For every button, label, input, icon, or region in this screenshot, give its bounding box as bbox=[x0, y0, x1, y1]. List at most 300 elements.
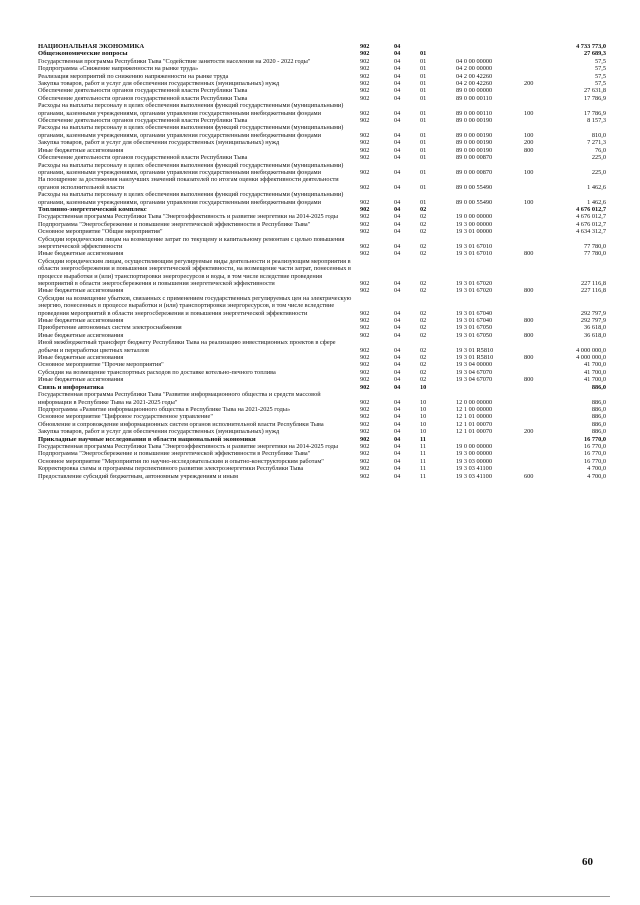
amount: 4 700,0 bbox=[587, 465, 606, 473]
section-code: 04 bbox=[394, 250, 401, 258]
item-name: Иные бюджетные ассигнования bbox=[38, 317, 124, 325]
table-row bbox=[38, 191, 606, 206]
section-code: 04 bbox=[394, 376, 401, 384]
subsection-code: 02 bbox=[420, 309, 427, 317]
item-name: Обеспечение деятельности органов государственной власти Республики Тыва bbox=[38, 94, 248, 102]
expense-type-code bbox=[524, 413, 552, 420]
expense-type-code bbox=[524, 324, 552, 331]
table-row bbox=[38, 361, 606, 368]
target-article-code: 89 0 00 00190 bbox=[456, 139, 493, 147]
expense-type-code bbox=[524, 176, 552, 191]
ministry-code: 902 bbox=[360, 442, 370, 450]
target-article-code: 89 0 00 00870 bbox=[456, 168, 493, 176]
ministry-code: 902 bbox=[360, 317, 370, 325]
target-article-code: 19 3 01 67010 bbox=[456, 242, 493, 250]
table-row bbox=[38, 436, 606, 443]
target-article-code: 89 0 00 00190 bbox=[456, 146, 493, 154]
expense-type-code bbox=[524, 258, 552, 288]
expense-type-code bbox=[524, 458, 552, 465]
subsection-code: 11 bbox=[420, 465, 427, 473]
target-article-code: 89 0 00 00000 bbox=[456, 87, 493, 95]
subsection-code: 10 bbox=[420, 420, 427, 428]
section-code: 04 bbox=[394, 420, 401, 428]
page-number: 60 bbox=[582, 856, 593, 868]
ministry-code: 902 bbox=[360, 168, 370, 176]
budget-page bbox=[38, 43, 606, 480]
ministry-code: 902 bbox=[360, 198, 370, 206]
subsection-code: 11 bbox=[420, 435, 426, 443]
target-article-code: 12 1 01 00070 bbox=[456, 428, 493, 436]
table-row bbox=[38, 95, 606, 102]
amount: 4 733 773,0 bbox=[576, 43, 606, 50]
subsection-code: 01 bbox=[420, 65, 427, 73]
target-article-code: 19 3 04 00000 bbox=[456, 361, 493, 369]
table-row bbox=[38, 332, 606, 339]
section-code: 04 bbox=[394, 154, 401, 162]
table-row bbox=[38, 465, 606, 472]
target-article-code bbox=[456, 43, 524, 50]
item-name: Подпрограмма "Энергосбережение и повышение энергетической эффективности в Республике Тыва" bbox=[38, 450, 311, 458]
item-name: Основное мероприятие "Общие мероприятия" bbox=[38, 228, 163, 236]
section-code: 04 bbox=[394, 346, 401, 354]
section-code: 04 bbox=[394, 383, 401, 391]
target-article-code: 89 0 00 00110 bbox=[456, 94, 492, 102]
ministry-code: 902 bbox=[360, 50, 370, 58]
item-name: Подпрограмма «Развитие информационного общества в Республике Тыва на 2021-2025 годы» bbox=[38, 405, 291, 413]
item-name: Расходы на выплаты персоналу в целях обеспечения выполнения функций государственными (муниципальными) органами, казенными учреждениями, органами управления государственными внебюджетными фондами bbox=[38, 124, 344, 139]
target-article-code: 19 3 01 R5810 bbox=[456, 354, 494, 362]
amount: 41 700,0 bbox=[583, 376, 606, 384]
amount: 4 000 000,0 bbox=[576, 354, 606, 362]
target-article-code: 89 0 00 55490 bbox=[456, 198, 493, 206]
table-row bbox=[38, 443, 606, 450]
item-name: Предоставление субсидий бюджетным, автономным учреждениям и иным bbox=[38, 472, 238, 480]
section-code: 04 bbox=[394, 354, 401, 362]
expense-type-code bbox=[524, 117, 552, 124]
section-code: 04 bbox=[394, 117, 401, 125]
ministry-code: 902 bbox=[360, 250, 370, 258]
item-name: Основное мероприятие "Мероприятия по научно-исследовательским и опытно-конструкторским работам" bbox=[38, 457, 324, 465]
item-name: Иные бюджетные ассигнования bbox=[38, 287, 124, 295]
expense-type-code bbox=[524, 436, 552, 443]
target-article-code: 89 0 00 00190 bbox=[456, 117, 493, 125]
subsection-code: 01 bbox=[420, 72, 427, 80]
subsection-code: 11 bbox=[420, 457, 427, 465]
expense-type-code bbox=[524, 213, 552, 220]
item-name: Корректировка схемы и программы перспективного развития электроэнергетики Республики Тыва bbox=[38, 465, 304, 473]
expense-type-code: 800 bbox=[524, 250, 534, 258]
budget-table bbox=[38, 43, 606, 480]
amount: 57,5 bbox=[594, 72, 606, 80]
ministry-code: 902 bbox=[360, 413, 370, 421]
table-row bbox=[38, 206, 606, 213]
table-row bbox=[38, 287, 606, 294]
expense-type-code: 200 bbox=[524, 139, 534, 147]
amount: 27 689,3 bbox=[583, 50, 606, 58]
subsection-code: 01 bbox=[420, 168, 427, 176]
section-code: 04 bbox=[394, 309, 401, 317]
ministry-code: 902 bbox=[360, 465, 370, 473]
ministry-code: 902 bbox=[360, 420, 370, 428]
ministry-code: 902 bbox=[360, 43, 370, 50]
amount: 16 770,0 bbox=[583, 450, 606, 458]
section-code: 04 bbox=[394, 280, 401, 287]
section-code: 04 bbox=[394, 87, 401, 95]
expense-type-code bbox=[524, 421, 552, 428]
target-article-code: 19 3 03 41100 bbox=[456, 472, 492, 480]
table-row bbox=[38, 102, 606, 117]
subsection-code: 01 bbox=[420, 80, 427, 88]
expense-type-code bbox=[524, 87, 552, 94]
section-code: 04 bbox=[394, 72, 401, 80]
expense-type-code: 600 bbox=[524, 472, 534, 480]
subsection-code: 01 bbox=[420, 146, 427, 154]
section-code: 04 bbox=[394, 428, 401, 436]
ministry-code: 902 bbox=[360, 146, 370, 154]
amount: 886,0 bbox=[591, 413, 606, 421]
subsection-code: 11 bbox=[420, 450, 427, 458]
expense-type-code bbox=[524, 154, 552, 161]
target-article-code bbox=[456, 436, 524, 443]
amount: 1 462,6 bbox=[587, 183, 606, 191]
subsection-code: 02 bbox=[420, 361, 427, 369]
target-article-code bbox=[456, 384, 524, 391]
amount: 57,5 bbox=[594, 65, 606, 73]
item-name: Основное мероприятие "Прочие мероприятия" bbox=[38, 361, 164, 369]
item-name: Иные бюджетные ассигнования bbox=[38, 354, 124, 362]
item-name: Субсидии юридическим лицам, осуществляющим регулируемые виды деятельности и реализующим мероприятия в области энергосбережения и повышения энергетической эффективности, на возмещение части затрат, понесенных в процессе выработки и (или) транспортировки энергоресурсов и воды, в том числе вследствие проведения мероприятий в области энергосбережения и повышения энергетической эффективности bbox=[38, 257, 351, 287]
target-article-code: 89 0 00 00870 bbox=[456, 154, 493, 162]
item-name: Субсидии юридическим лицам на возмещение затрат по текущему и капитальному ремонтам с целью повышения энергетической эффективности bbox=[38, 235, 345, 250]
item-name: Государственная программа Республики Тыва "Содействие занятости населения на 2020 - 2022 годы" bbox=[38, 57, 311, 65]
amount: 886,0 bbox=[591, 428, 606, 436]
expense-type-code bbox=[524, 95, 552, 102]
ministry-code: 902 bbox=[360, 383, 370, 391]
target-article-code: 19 3 04 67070 bbox=[456, 368, 493, 376]
item-name: Субсидия на возмещение транспортных расходов по доставке котельно-печного топлива bbox=[38, 368, 276, 376]
target-article-code: 12 1 01 00070 bbox=[456, 420, 493, 428]
amount: 886,0 bbox=[591, 420, 606, 428]
expense-type-code bbox=[524, 221, 552, 228]
subsection-code: 02 bbox=[420, 242, 427, 250]
budget-table-body bbox=[38, 43, 606, 480]
expense-type-code bbox=[524, 73, 552, 80]
section-code: 04 bbox=[394, 146, 401, 154]
subsection-code: 02 bbox=[420, 324, 427, 332]
section-code: 04 bbox=[394, 80, 401, 88]
target-article-code: 12 0 00 00000 bbox=[456, 398, 493, 406]
table-row bbox=[38, 124, 606, 139]
subsection-code: 02 bbox=[420, 317, 427, 325]
target-article-code: 04 0 00 00000 bbox=[456, 57, 493, 65]
subsection-code: 02 bbox=[420, 213, 427, 221]
amount: 227 116,8 bbox=[581, 287, 606, 295]
item-name: Обеспечение деятельности органов государственной власти Республики Тыва bbox=[38, 87, 248, 95]
target-article-code: 12 1 01 00000 bbox=[456, 413, 493, 421]
target-article-code: 19 3 04 67070 bbox=[456, 376, 493, 384]
section-code: 04 bbox=[394, 198, 401, 206]
section-code: 04 bbox=[394, 457, 401, 465]
table-row bbox=[38, 50, 606, 57]
section-code: 04 bbox=[394, 139, 401, 147]
target-article-code: 19 3 00 00000 bbox=[456, 220, 493, 228]
amount: 7 271,3 bbox=[587, 139, 606, 147]
ministry-code: 902 bbox=[360, 280, 370, 287]
section-code: 04 bbox=[394, 57, 401, 65]
item-name: Обеспечение деятельности органов государственной власти Республики Тыва bbox=[38, 154, 248, 162]
ministry-code: 902 bbox=[360, 450, 370, 458]
target-article-code: 19 3 03 00000 bbox=[456, 457, 493, 465]
item-name: Закупка товаров, работ и услуг для обеспечения государственных (муниципальных) нужд bbox=[38, 428, 280, 436]
target-article-code: 04 2 00 00000 bbox=[456, 65, 493, 73]
subsection-code: 02 bbox=[420, 280, 427, 287]
expense-type-code bbox=[524, 450, 552, 457]
amount: 16 770,0 bbox=[583, 435, 606, 443]
item-name: Иные бюджетные ассигнования bbox=[38, 376, 124, 384]
item-name: Расходы на выплаты персоналу в целях обеспечения выполнения функций государственными (муниципальными) органами, казенными учреждениями, органами управления государственными внебюджетными фондами bbox=[38, 161, 344, 176]
section-code: 04 bbox=[394, 317, 401, 325]
ministry-code: 902 bbox=[360, 80, 370, 88]
expense-type-code: 100 bbox=[524, 168, 534, 176]
target-article-code: 19 3 01 00000 bbox=[456, 228, 493, 236]
ministry-code: 902 bbox=[360, 405, 370, 413]
subsection-code: 11 bbox=[420, 442, 427, 450]
expense-type-code: 800 bbox=[524, 146, 534, 154]
ministry-code: 902 bbox=[360, 354, 370, 362]
subsection-code: 10 bbox=[420, 398, 427, 406]
ministry-code: 902 bbox=[360, 131, 370, 139]
amount: 17 786,9 bbox=[583, 94, 606, 102]
table-row bbox=[38, 317, 606, 324]
expense-type-code bbox=[524, 339, 552, 354]
table-row bbox=[38, 421, 606, 428]
subsection-code: 01 bbox=[420, 87, 427, 95]
subsection-code: 01 bbox=[420, 154, 427, 162]
table-row bbox=[38, 87, 606, 94]
table-row bbox=[38, 450, 606, 457]
item-name: НАЦИОНАЛЬНАЯ ЭКОНОМИКА bbox=[38, 43, 145, 50]
ministry-code: 902 bbox=[360, 220, 370, 228]
subsection-code: 01 bbox=[420, 198, 427, 206]
amount: 225,0 bbox=[591, 168, 606, 176]
expense-type-code bbox=[524, 369, 552, 376]
target-article-code: 19 0 00 00000 bbox=[456, 213, 493, 221]
item-name: Реализация мероприятий по снижению напряженности на рынке труда bbox=[38, 72, 229, 80]
amount: 17 786,9 bbox=[583, 109, 606, 117]
section-code: 04 bbox=[394, 43, 401, 50]
target-article-code: 19 3 01 67040 bbox=[456, 317, 493, 325]
section-code: 04 bbox=[394, 450, 401, 458]
table-row bbox=[38, 176, 606, 191]
item-name: Государственная программа Республики Тыва "Развитие информационного общества и средств массовой информации в Республике Тыва на 2021-2025 годы" bbox=[38, 391, 321, 406]
amount: 886,0 bbox=[591, 405, 606, 413]
item-name: Закупка товаров, работ и услуг для обеспечения государственных (муниципальных) нужд bbox=[38, 139, 280, 147]
expense-type-code: 100 bbox=[524, 198, 534, 206]
amount: 27 631,8 bbox=[583, 87, 606, 95]
table-row bbox=[38, 354, 606, 361]
ministry-code: 902 bbox=[360, 213, 370, 221]
item-name: Связь и информатика bbox=[38, 383, 104, 391]
amount: 16 770,0 bbox=[583, 457, 606, 465]
section-code: 04 bbox=[394, 131, 401, 139]
section-code: 04 bbox=[394, 220, 401, 228]
target-article-code: 19 0 00 00000 bbox=[456, 442, 493, 450]
table-row bbox=[38, 139, 606, 146]
subsection-code: 02 bbox=[420, 220, 427, 228]
amount: 41 700,0 bbox=[583, 361, 606, 369]
table-row bbox=[38, 213, 606, 220]
amount: 57,5 bbox=[594, 57, 606, 65]
ministry-code: 902 bbox=[360, 428, 370, 436]
table-row bbox=[38, 473, 606, 480]
subsection-code: 10 bbox=[420, 405, 427, 413]
section-code: 04 bbox=[394, 368, 401, 376]
section-code: 04 bbox=[394, 109, 401, 117]
target-article-code bbox=[456, 50, 524, 57]
amount: 292 797,9 bbox=[580, 317, 606, 325]
table-row bbox=[38, 413, 606, 420]
table-row bbox=[38, 228, 606, 235]
amount: 36 618,0 bbox=[583, 331, 606, 339]
item-name: Государственная программа Республики Тыва "Энергоэффективность и развитие энергетики на 2014-2025 годы bbox=[38, 442, 339, 450]
amount: 4 634 312,7 bbox=[576, 228, 606, 236]
amount: 292 797,9 bbox=[580, 309, 606, 317]
ministry-code: 902 bbox=[360, 65, 370, 73]
item-name: Иной межбюджетный трансферт бюджету Республики Тыва на реализацию инвестиционных проектов в сфере добычи и переработки цветных металлов bbox=[38, 339, 336, 354]
subsection-code: 01 bbox=[420, 57, 427, 65]
section-code: 04 bbox=[394, 435, 401, 443]
ministry-code: 902 bbox=[360, 376, 370, 384]
item-name: Обновление и сопровождение информационных систем органов исполнительной власти Республики Тыва bbox=[38, 420, 324, 428]
amount: 8 157,3 bbox=[587, 117, 606, 125]
target-article-code: 19 3 01 67010 bbox=[456, 250, 493, 258]
item-name: Закупка товаров, работ и услуг для обеспечения государственных (муниципальных) нужд bbox=[38, 80, 280, 88]
amount: 57,5 bbox=[594, 80, 606, 88]
amount: 810,0 bbox=[591, 131, 606, 139]
expense-type-code: 100 bbox=[524, 109, 534, 117]
amount: 36 618,0 bbox=[583, 324, 606, 332]
ministry-code: 902 bbox=[360, 324, 370, 332]
item-name: Приобретение автономных систем электроснабжения bbox=[38, 324, 182, 332]
expense-type-code bbox=[524, 391, 552, 406]
ministry-code: 902 bbox=[360, 183, 370, 191]
table-row bbox=[38, 295, 606, 317]
subsection-code: 10 bbox=[420, 428, 427, 436]
ministry-code: 902 bbox=[360, 361, 370, 369]
target-article-code: 19 3 01 67020 bbox=[456, 287, 493, 295]
table-row bbox=[38, 73, 606, 80]
subsection-code: 01 bbox=[420, 183, 427, 191]
target-article-code: 19 3 00 00000 bbox=[456, 450, 493, 458]
expense-type-code bbox=[524, 384, 552, 391]
subsection-code: 02 bbox=[420, 346, 427, 354]
target-article-code: 19 3 01 R5810 bbox=[456, 346, 494, 354]
item-name: Иные бюджетные ассигнования bbox=[38, 250, 124, 258]
expense-type-code: 800 bbox=[524, 331, 534, 339]
expense-type-code: 200 bbox=[524, 80, 534, 88]
table-row bbox=[38, 384, 606, 391]
subsection-code: 01 bbox=[420, 131, 427, 139]
item-name: Основное мероприятие "Цифровое государственное управление" bbox=[38, 413, 213, 421]
ministry-code: 902 bbox=[360, 109, 370, 117]
expense-type-code bbox=[524, 50, 552, 57]
subsection-code: 02 bbox=[420, 250, 427, 258]
table-row bbox=[38, 147, 606, 154]
amount: 886,0 bbox=[591, 383, 606, 391]
ministry-code: 902 bbox=[360, 457, 370, 465]
expense-type-code: 800 bbox=[524, 376, 534, 384]
item-name: На поощрение за достижения наилучших значений показателей по итогам оценки эффективности деятельности органов исполнительной власти bbox=[38, 176, 339, 191]
ministry-code: 902 bbox=[360, 309, 370, 317]
expense-type-code bbox=[524, 465, 552, 472]
target-article-code: 04 2 00 42260 bbox=[456, 72, 493, 80]
ministry-code: 902 bbox=[360, 287, 370, 295]
item-name: Иные бюджетные ассигнования bbox=[38, 331, 124, 339]
item-name: Подпрограмма "Энергосбережение и повышение энергетической эффективности в Республике Тыва" bbox=[38, 220, 311, 228]
target-article-code: 19 3 03 41100 bbox=[456, 465, 492, 473]
amount: 227 116,8 bbox=[581, 280, 606, 287]
section-code: 04 bbox=[394, 472, 401, 480]
target-article-code: 12 1 00 00000 bbox=[456, 405, 493, 413]
expense-type-code: 800 bbox=[524, 317, 534, 325]
expense-type-code: 800 bbox=[524, 287, 534, 295]
table-row bbox=[38, 162, 606, 177]
subsection-code: 01 bbox=[420, 139, 427, 147]
ministry-code: 902 bbox=[360, 139, 370, 147]
expense-type-code bbox=[524, 58, 552, 65]
target-article-code: 19 3 01 67050 bbox=[456, 331, 493, 339]
section-code: 04 bbox=[394, 413, 401, 421]
amount: 4 676 012,7 bbox=[576, 213, 606, 221]
expense-type-code bbox=[524, 236, 552, 251]
table-row bbox=[38, 324, 606, 331]
expense-type-code bbox=[524, 443, 552, 450]
expense-type-code bbox=[524, 406, 552, 413]
section-code: 04 bbox=[394, 94, 401, 102]
section-code: 04 bbox=[394, 287, 401, 295]
amount: 4 000 000,0 bbox=[576, 346, 606, 354]
item-name: Иные бюджетные ассигнования bbox=[38, 146, 124, 154]
item-name: Общеэкономические вопросы bbox=[38, 50, 128, 58]
subsection-code: 01 bbox=[420, 94, 427, 102]
amount: 4 676 012,7 bbox=[576, 220, 606, 228]
table-row bbox=[38, 65, 606, 72]
subsection-code: 02 bbox=[420, 287, 427, 295]
subsection-code: 11 bbox=[420, 472, 427, 480]
ministry-code: 902 bbox=[360, 87, 370, 95]
amount: 4 676 012,7 bbox=[576, 205, 606, 213]
amount: 77 780,0 bbox=[583, 242, 606, 250]
subsection-code: 02 bbox=[420, 331, 427, 339]
target-article-code: 19 3 01 67050 bbox=[456, 324, 493, 332]
subsection-code: 02 bbox=[420, 228, 427, 236]
table-row bbox=[38, 80, 606, 87]
section-code: 04 bbox=[394, 331, 401, 339]
subsection-code: 01 bbox=[420, 109, 427, 117]
item-name: Расходы на выплаты персоналу в целях обеспечения выполнения функций государственными (муниципальными) органами, казенными учреждениями, органами управления государственными внебюджетными фондами bbox=[38, 191, 344, 206]
subsection-code: 10 bbox=[420, 413, 427, 421]
item-name: Расходы на выплаты персоналу в целях обеспечения выполнения функций государственными (муниципальными) органами, казенными учреждениями, органами управления государственными внебюджетными фондами bbox=[38, 102, 344, 117]
item-name: Прикладные научные исследования в области национальной экономики bbox=[38, 435, 256, 443]
ministry-code: 902 bbox=[360, 94, 370, 102]
table-row bbox=[38, 117, 606, 124]
section-code: 04 bbox=[394, 465, 401, 473]
expense-type-code bbox=[524, 206, 552, 213]
expense-type-code bbox=[524, 65, 552, 72]
expense-type-code bbox=[524, 295, 552, 317]
section-code: 04 bbox=[394, 228, 401, 236]
subsection-code: 02 bbox=[420, 376, 427, 384]
